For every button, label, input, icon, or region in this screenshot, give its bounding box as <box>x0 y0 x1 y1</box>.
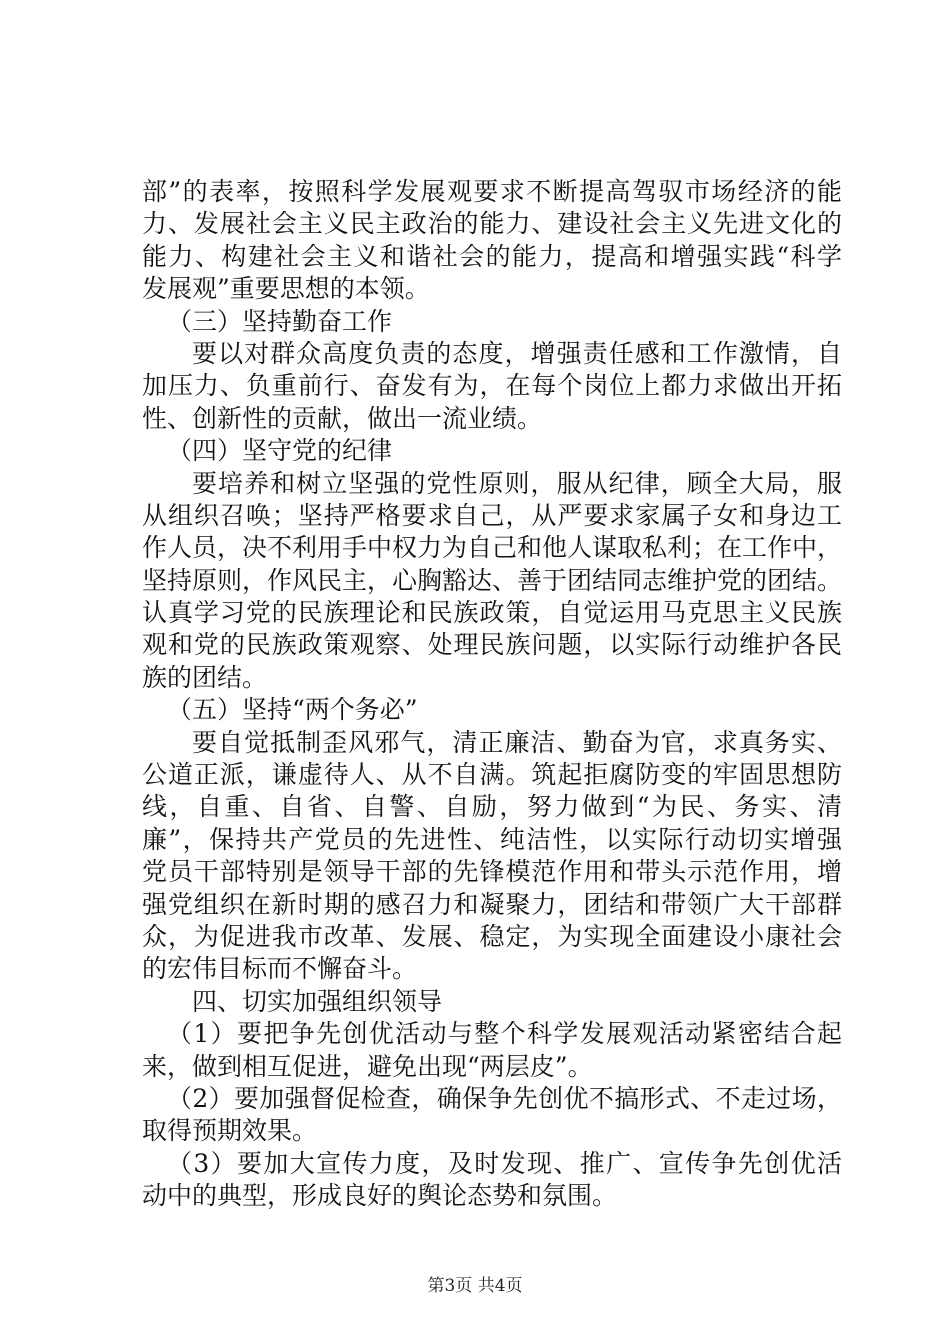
page-footer: 第3页 共4页 <box>427 1276 523 1296</box>
text-line: 的宏伟目标而不懈奋斗。 <box>142 954 418 984</box>
text-line: 要自觉抵制歪风邪气，清正廉洁、勤奋为官，求真务实、 <box>192 727 842 757</box>
text-line: 线，自重、自省、自警、自励，努力做到“为民、务实、清 <box>142 792 842 822</box>
text-line: 从组织召唤；坚持严格要求自己，从严要求家属子女和身边工 <box>142 500 842 530</box>
text-line: 坚持原则，作风民主，心胸豁达、善于团结同志维护党的团结。 <box>142 565 843 595</box>
text-line: 公道正派，谦虚待人、从不自满。筑起拒腐防变的牢固思想防 <box>142 760 842 790</box>
text-line: 力、发展社会主义民主政治的能力、建设社会主义先进文化的 <box>142 209 842 239</box>
text-line: 要以对群众高度负责的态度，增强责任感和工作激情，自 <box>192 338 842 368</box>
text-line: 能力、构建社会主义和谐社会的能力，提高和增强实践“科学 <box>142 241 842 271</box>
text-line: 廉”，保持共产党员的先进性、纯洁性，以实际行动切实增强 <box>142 824 842 854</box>
text-line: 取得预期效果。 <box>142 1116 318 1146</box>
text-line: （四）坚守党的纪律 <box>167 436 393 466</box>
text-line: 动中的典型，形成良好的舆论态势和氛围。 <box>142 1181 618 1211</box>
text-line: （1）要把争先创优活动与整个科学发展观活动紧密结合起 <box>167 1019 842 1049</box>
text-line: 观和党的民族政策观察、处理民族问题，以实际行动维护各民 <box>142 630 842 660</box>
text-line: （五）坚持“两个务必” <box>167 695 418 725</box>
text-line: （2）要加强督促检查，确保争先创优不搞形式、不走过场， <box>167 1083 842 1113</box>
text-line: 作人员，决不利用手中权力为自己和他人谋取私利；在工作中， <box>142 533 843 563</box>
text-line: 加压力、负重前行、奋发有为，在每个岗位上都力求做出开拓 <box>142 371 842 401</box>
text-line: 部”的表率，按照科学发展观要求不断提高驾驭市场经济的能 <box>142 177 842 206</box>
document-body <box>142 176 842 1213</box>
text-line: 发展观”重要思想的本领。 <box>142 274 430 304</box>
text-line: （三）坚持勤奋工作 <box>167 306 393 336</box>
text-line: 性、创新性的贡献，做出一流业绩。 <box>142 403 543 433</box>
text-line: 党员干部特别是领导干部的先锋模范作用和带头示范作用，增 <box>142 857 842 887</box>
text-line: （3）要加大宣传力度，及时发现、推广、宣传争先创优活 <box>167 1148 842 1178</box>
text-line: 强党组织在新时期的感召力和凝聚力，团结和带领广大干部群 <box>142 889 842 919</box>
text-line: 来，做到相互促进，避免出现“两层皮”。 <box>142 1051 593 1081</box>
text-line: 要培养和树立坚强的党性原则，服从纪律，顾全大局，服 <box>192 468 842 498</box>
text-line: 四、切实加强组织领导 <box>192 986 443 1016</box>
text-line: 众，为促进我市改革、发展、稳定，为实现全面建设小康社会 <box>142 921 842 951</box>
text-line: 认真学习党的民族理论和民族政策，自觉运用马克思主义民族 <box>142 598 842 628</box>
text-line: 族的团结。 <box>142 662 268 692</box>
